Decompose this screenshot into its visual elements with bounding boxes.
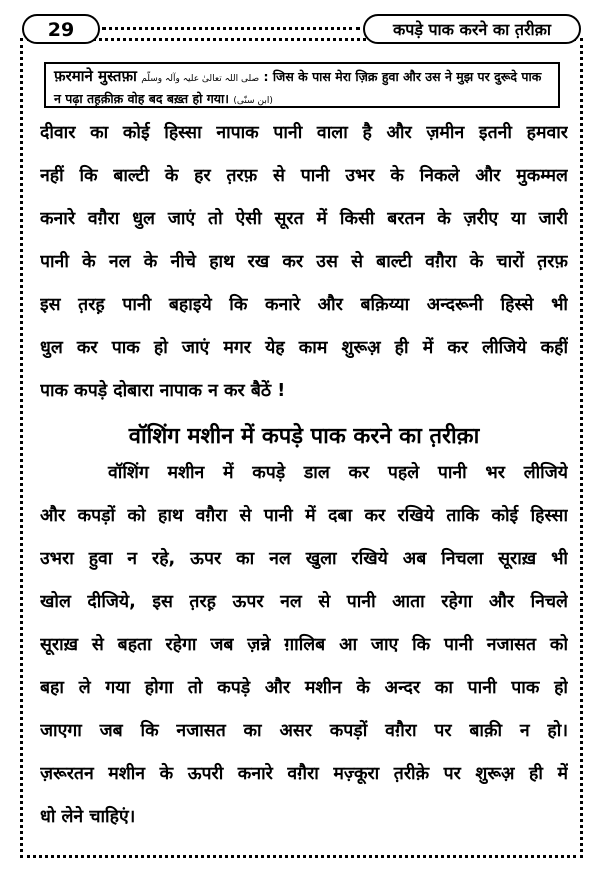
running-header-title: कपड़े पाक करने का त़रीक़ा bbox=[363, 14, 581, 44]
text-line: ज़रूरतन मशीन के ऊपरी कनारे वग़ैरा मज़्कूरा त़रीक़े पर शुरूअ़ ही में bbox=[40, 764, 568, 784]
header-dotted-rule bbox=[102, 27, 360, 34]
farman-line-1: : जिस के पास मेरा ज़िक्र हुवा और उस ने मुझ पर दुरूदे पाक bbox=[263, 69, 542, 84]
text-line: और कपड़ों को हाथ वग़ैरा से पानी में दबा कर रखिये ताकि कोई हिस्सा bbox=[40, 506, 568, 526]
text-line: नहीं कि बाल्टी के हर त़रफ़ से पानी उभर के निकले और मुकम्मल bbox=[40, 166, 568, 186]
text-line: पाक कपड़े दोबारा नापाक न कर बैठें ! bbox=[40, 381, 286, 401]
text-line: पानी के नल के नीचे हाथ रख कर उस से बाल्टी वग़ैरा के चारों त़रफ़ bbox=[40, 252, 568, 272]
section-heading: वॉशिंग मशीन में कपड़े पाक करने का त़रीक़ा bbox=[128, 424, 480, 449]
text-line: जाएगा जब कि नजासत का असर कपड़ों वग़ैरा पर बाक़ी न हो। bbox=[40, 721, 568, 741]
text-line: वॉशिंग मशीन में कपड़े डाल कर पहले पानी भर लीजिये bbox=[108, 463, 568, 483]
text-line: इस त़रह़ पानी बहाइये कि कनारे और बक़िय्या अन्दरूनी हिस्से भी bbox=[40, 295, 568, 315]
text-line: सूराख़ से बहता रहेगा जब ज़न्ने ग़ालिब आ जाए कि पानी नजासत को bbox=[40, 635, 568, 655]
farman-line-2: न पढ़ा तह़क़ीक़ वोह बद बख़्त हो गया। bbox=[54, 91, 229, 106]
paragraph-1 bbox=[40, 112, 568, 413]
farman-source: (ابن سنّی) bbox=[233, 96, 273, 106]
text-line: बहा ले गया होगा तो कपड़े और मशीन के अन्दर का पानी पाक हो bbox=[40, 678, 568, 698]
page-number: 29 bbox=[22, 14, 100, 44]
farman-lead: फ़रमाने मुस्तफ़ा bbox=[54, 67, 137, 85]
paragraph-2 bbox=[40, 452, 568, 839]
text-line: दीवार का कोई हिस्सा नापाक पानी वाला है और ज़मीन इतनी हमवार bbox=[40, 123, 568, 143]
farman-arabic-salutation: صلی اللہ تعالیٰ علیہ وآلہ وسلّم bbox=[141, 74, 260, 84]
text-line: धो लेने चाहिएं। bbox=[40, 807, 136, 827]
farman-box bbox=[44, 62, 560, 108]
text-line: उभरा हुवा न रहे, ऊपर का नल खुला रखिये अब निचला सूराख़ भी bbox=[40, 549, 568, 569]
text-line: कनारे वग़ैरा धुल जाएं तो ऐसी सूरत में किसी बरतन के ज़रीए या जारी bbox=[40, 209, 568, 229]
text-line: धुल कर पाक हो जाएं मगर येह काम शुरूअ़ ही में कर लीजिये कहीं bbox=[40, 338, 568, 358]
text-line: खोल दीजिये, इस त़रह़ ऊपर नल से पानी आता रहेगा और निचले bbox=[40, 592, 568, 612]
